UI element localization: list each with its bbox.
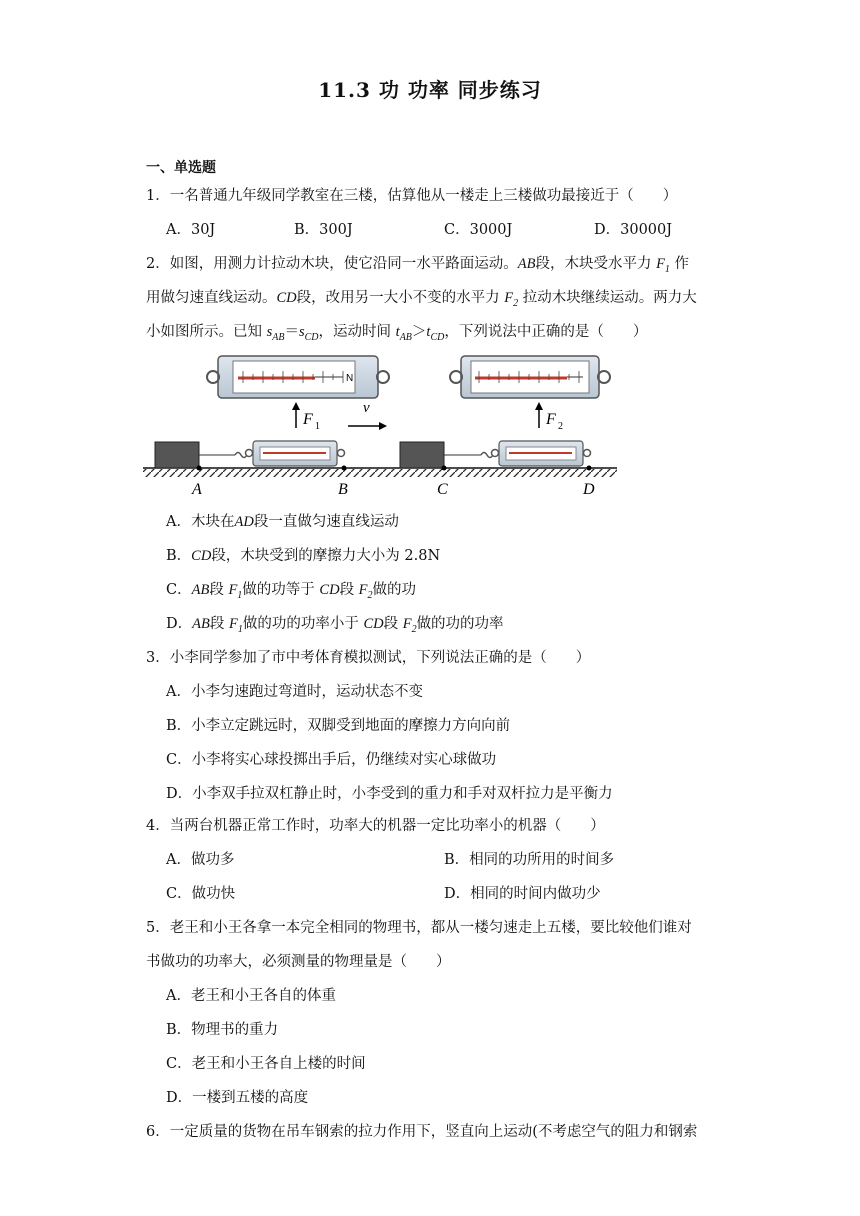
svg-text:2: 2 (558, 421, 563, 432)
question-3-stem: 3．小李同学参加了市中考体育模拟测试，下列说法正确的是（ ） (146, 650, 591, 666)
q4-option-c: C．做功快 (166, 886, 236, 902)
q5-option-c: C．老王和小王各自上楼的时间 (166, 1056, 366, 1072)
spring-scale-2 (492, 441, 591, 466)
question-2-stem-line-3: 小如图所示。已知 $s_{AB}=s_{CD}$，运动时间 $t_{AB}>t_{CD}$，下列说法中正确的是（ ） (146, 324, 648, 343)
q1-option-d: D．30000J (594, 222, 673, 238)
question-2-stem-line-2: 用做匀速直线运动。CD段，改用另一大小不变的水平力 $F_2$ 拉动木块继续运动。两力大 (146, 290, 697, 309)
q4-option-a: A．做功多 (166, 852, 235, 868)
q3-option-b: B．小李立定跳远时，双脚受到地面的摩擦力方向向前 (166, 718, 511, 734)
f2-arrow (535, 402, 563, 432)
q4-option-b: B．相同的功所用的时间多 (444, 852, 615, 868)
page-title: 11.3 功 功率 同步练习 (318, 78, 542, 102)
q1-option-c: C．3000J (444, 222, 513, 238)
q2-option-b: B．CD段，木块受到的摩擦力大小为 2.8N (166, 548, 441, 564)
q2-option-c: C．AB段 $F_1$做的功等于 CD段 $F_2$做的功 (166, 582, 417, 601)
svg-text:1: 1 (315, 421, 320, 432)
q5-option-a: A．老王和小王各自的体重 (166, 988, 336, 1004)
question-1-stem: 1．一名普通九年级同学教室在三楼，估算他从一楼走上三楼做功最接近于（ ） (146, 188, 678, 204)
q3-option-a: A．小李匀速跑过弯道时，运动状态不变 (166, 684, 423, 700)
svg-text:F: F (303, 411, 313, 428)
spring-scale-figure (143, 352, 617, 504)
question-4-stem: 4．当两台机器正常工作时，功率大的机器一定比功率小的机器（ ） (146, 818, 605, 834)
q2-option-a: A．木块在AD段一直做匀速直线运动 (166, 514, 399, 530)
question-2-stem-line-1: 2．如图，用测力计拉动木块，使它沿同一水平路面运动。AB段，木块受水平力 $F_1$ 作 (146, 256, 690, 275)
svg-text:F: F (546, 411, 556, 428)
q1-option-a: A．30J (166, 222, 216, 238)
scale-f1-enlarged (207, 356, 389, 398)
q4-option-d: D．相同的时间内做功少 (444, 886, 601, 902)
point-c-label: C (437, 481, 448, 498)
f1-arrow (292, 402, 320, 432)
q5-option-b: B．物理书的重力 (166, 1022, 279, 1038)
ground-surface (143, 468, 617, 477)
question-5-stem-line-2: 书做功的功率大，必须测量的物理量是（ ） (146, 954, 451, 970)
wood-block-2 (400, 442, 493, 468)
point-b-label: B (338, 481, 348, 498)
q2-option-d: D．AB段 $F_1$做的功的功率小于 CD段 $F_2$做的功的功率 (166, 616, 504, 635)
q1-option-b: B．300J (294, 222, 353, 238)
q3-option-d: D．小李双手拉双杠静止时，小李受到的重力和手对双杆拉力是平衡力 (166, 786, 613, 802)
section-heading: 一、单选题 (146, 160, 216, 176)
point-a-label: A (192, 481, 202, 498)
point-d-label: D (583, 481, 595, 498)
spring-scale-1 (246, 441, 345, 466)
wood-block-1 (155, 442, 247, 468)
scale-f2-enlarged (450, 356, 610, 398)
question-6-stem-line-1: 6．一定质量的货物在吊车钢索的拉力作用下，竖直向上运动(不考虑空气的阻力和钢索 (146, 1124, 698, 1140)
svg-text:v: v (363, 400, 370, 416)
svg-text:N: N (346, 373, 354, 384)
velocity-arrow (348, 400, 387, 430)
q3-option-c: C．小李将实心球投掷出手后，仍继续对实心球做功 (166, 752, 497, 768)
q5-option-d: D．一楼到五楼的高度 (166, 1090, 309, 1106)
question-5-stem-line-1: 5．老王和小王各拿一本完全相同的物理书，都从一楼匀速走上五楼，要比较他们谁对 (146, 920, 692, 936)
